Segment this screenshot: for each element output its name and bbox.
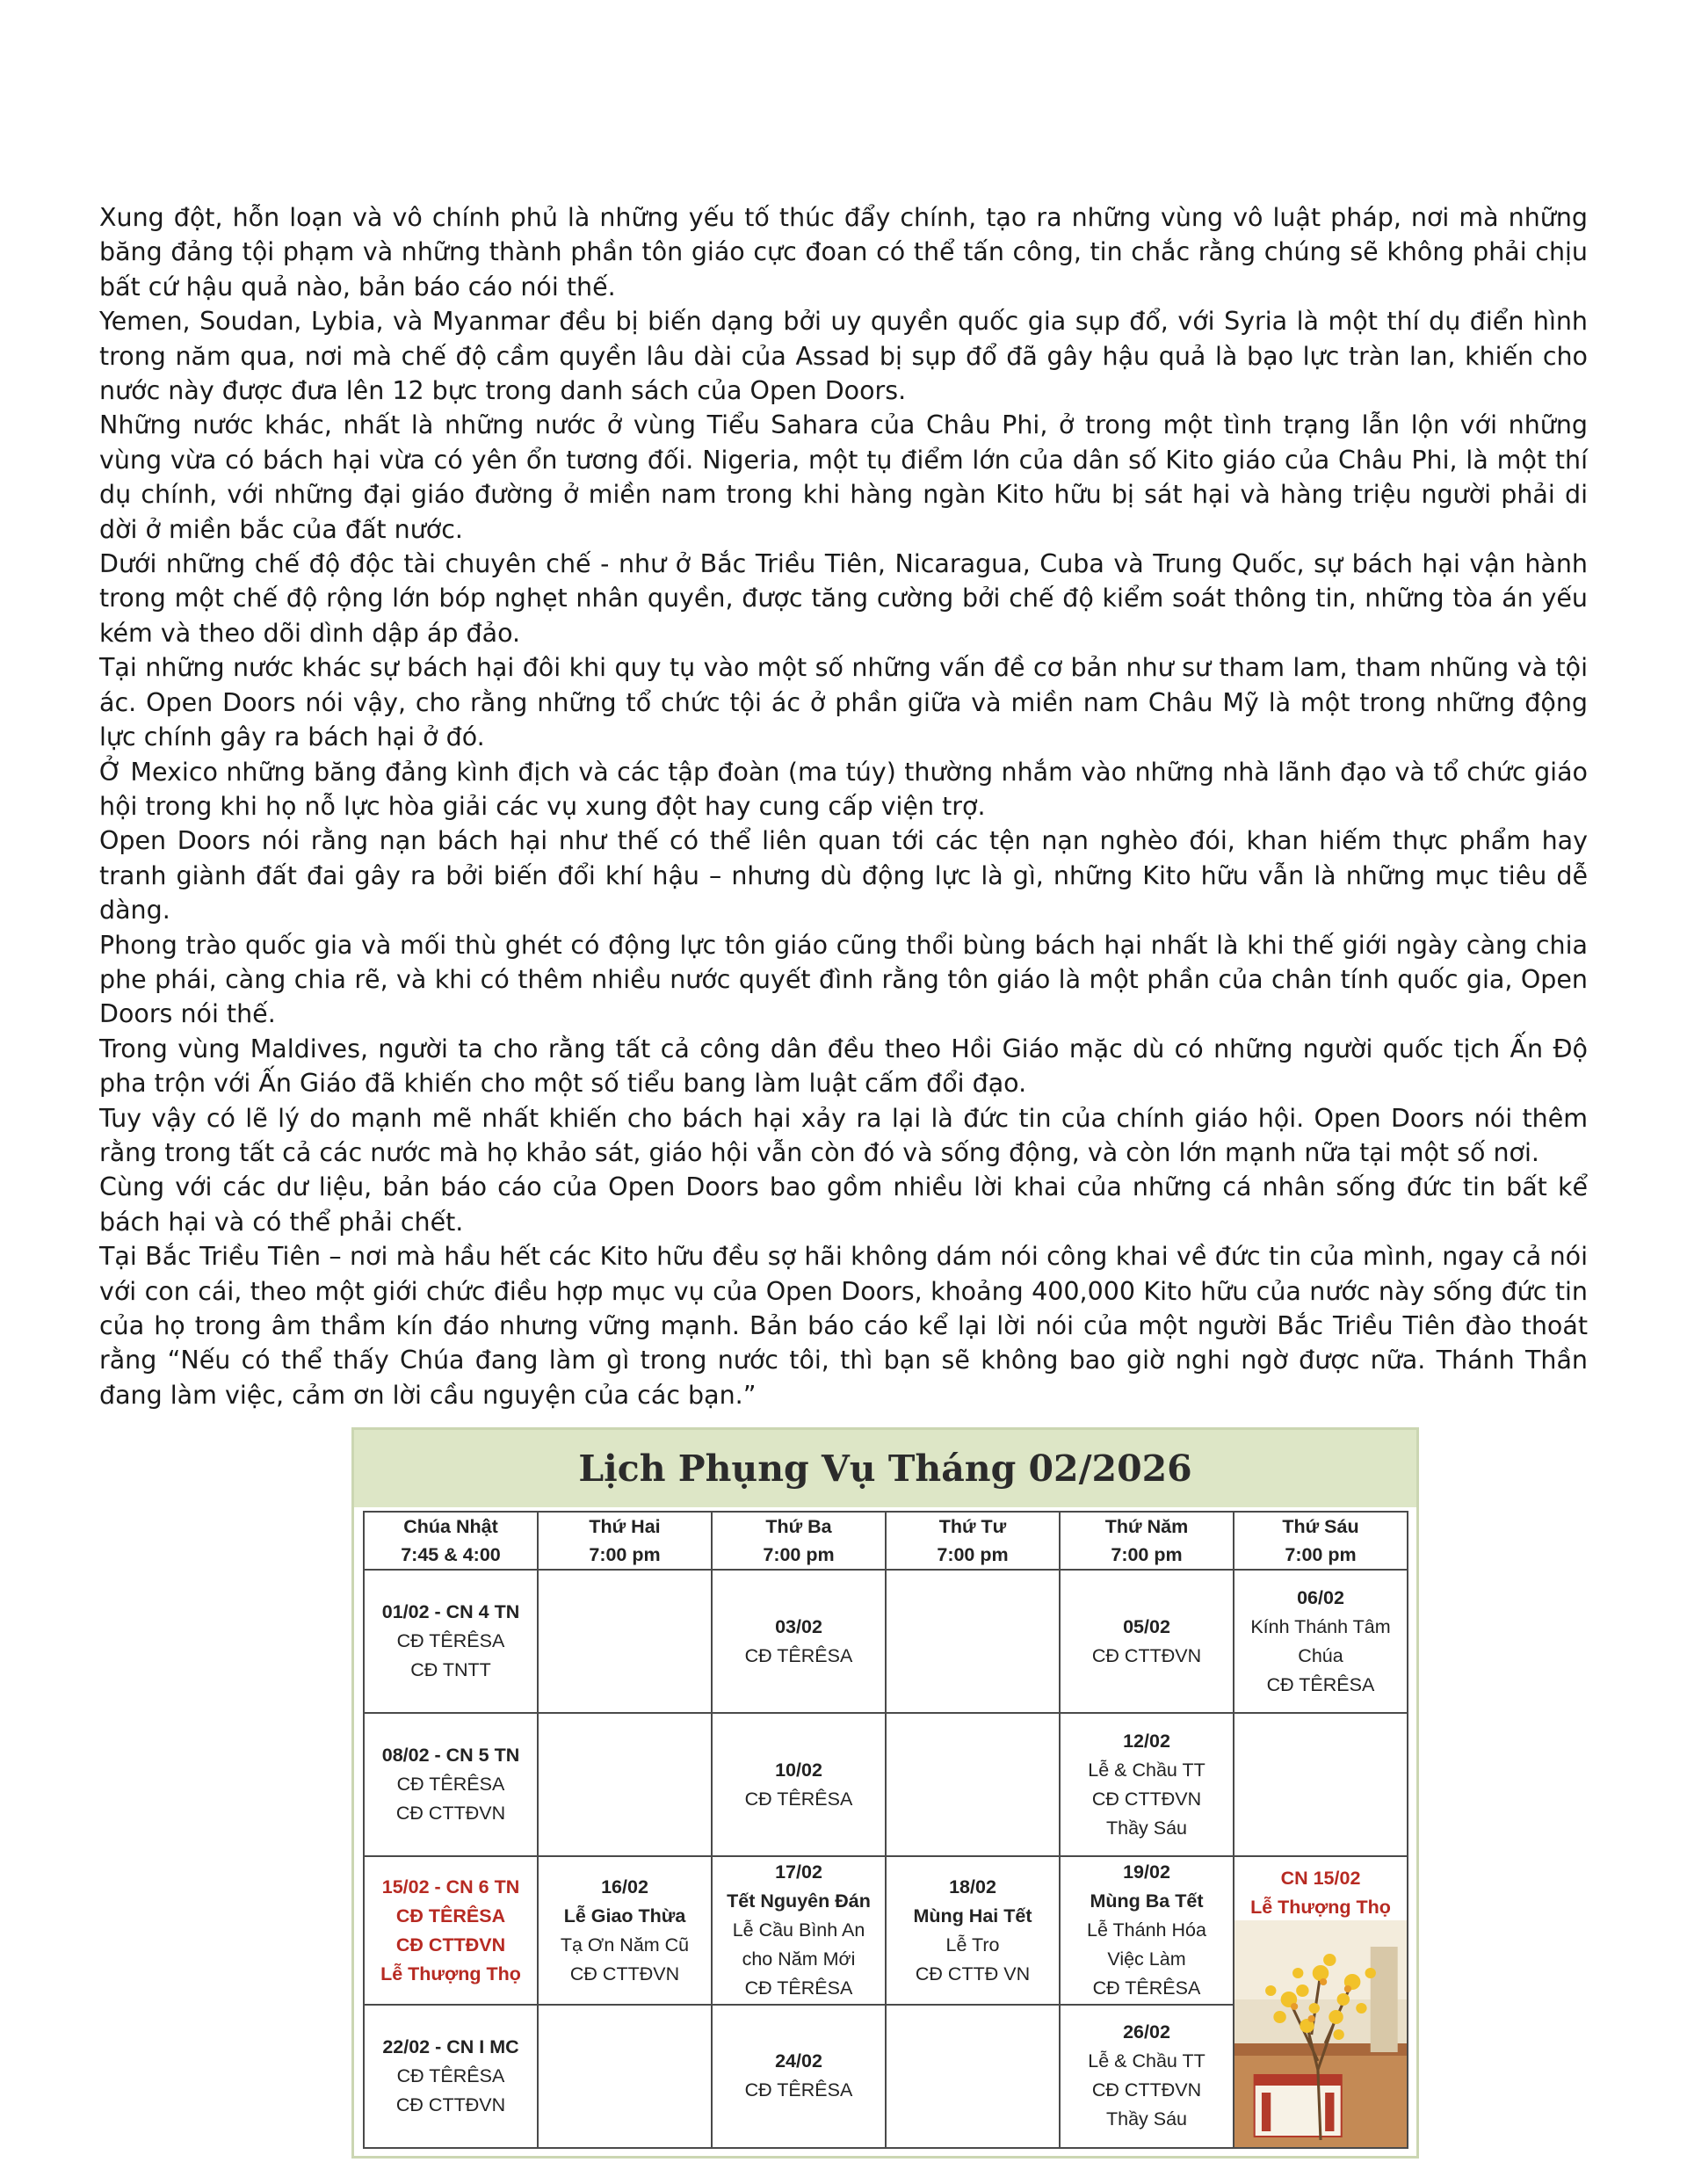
cell-line: Thầy Sáu (1105, 2108, 1188, 2130)
cell-date: 12/02 (1123, 1730, 1170, 1752)
cell-date: 16/02 (601, 1876, 648, 1897)
cell-line: Mùng Ba Tết (1090, 1890, 1204, 1912)
article-paragraph: Open Doors nói rằng nạn bách hại như thế có thể liên quan tới các tện nạn nghèo đói, khan hiếm thực phẩm hay tranh giành đất đai gây ra bởi biến đổi khí hậu – nhưng dù động lực là gì, những Kito hữu vẫn là những mục tiêu dễ dàng. (99, 826, 1588, 925)
cell-line: Việc Làm (1107, 1948, 1186, 1970)
cell-friday (1234, 1570, 1408, 1713)
cell-wednesday (886, 1856, 1060, 2004)
cell-line: CĐ TÊRÊSA (744, 1788, 853, 1810)
header-tuesday (712, 1512, 886, 1570)
cell-date: 17/02 (775, 1861, 822, 1883)
cell-line: CĐ TÊRÊSA (744, 1977, 853, 1999)
cell-thursday (1060, 1570, 1234, 1713)
cell-line: CĐ TÊRÊSA (744, 2079, 853, 2101)
cell-wednesday-empty (886, 1570, 1060, 1713)
cell-date: 19/02 (1123, 1861, 1170, 1883)
header-day: Chúa Nhật (403, 1516, 498, 1537)
article-paragraph: Tại những nước khác sự bách hại đôi khi quy tụ vào một số những vấn đề cơ bản như sư tham lam, tham nhũng và tội ác. Open Doors nói vậy, cho rằng những tổ chức tội ác ở phần giữa và miền nam Châu Mỹ là một trong những động lực chính gây ra bách hại ở đó. (99, 653, 1588, 752)
altar-blossom-illustration (1234, 1920, 1407, 2147)
schedule-week-row (364, 1570, 1408, 1713)
schedule-table (363, 1511, 1408, 2149)
cell-line: cho Năm Mới (742, 1948, 856, 1970)
cell-line: Lễ Thượng Thọ (1250, 1897, 1391, 1919)
cell-thursday (1060, 1856, 1234, 2004)
cell-sunday (364, 1713, 538, 1856)
header-day: Thứ Tư (938, 1516, 1007, 1537)
cell-tuesday (712, 2005, 886, 2148)
cell-monday-empty (538, 1713, 712, 1856)
article-paragraph: Xung đột, hỗn loạn và vô chính phủ là những yếu tố thúc đẩy chính, tạo ra những vùng vô luật pháp, nơi mà những băng đảng tội phạm và những thành phần tôn giáo cực đoan có thể tấn công, tin chắc rằng chúng sẽ không phải chịu bất cứ hậu quả nào, bản báo cáo nói thế. (99, 203, 1588, 301)
article-paragraph: Phong trào quốc gia và mối thù ghét có động lực tôn giáo cũng thổi bùng bách hại nhất là khi thế giới ngày càng chia phe phái, càng chia rẽ, và khi có thêm nhiều nước quyết đình rằng tôn giáo là một phần của chân tính quốc gia, Open Doors nói thế. (99, 930, 1588, 1029)
cell-line: CĐ CTTĐVN (569, 1963, 680, 1984)
cell-date: 03/02 (775, 1615, 822, 1637)
cell-line: CĐ TÊRÊSA (395, 1905, 506, 1926)
cell-line: Lễ & Chầu TT (1088, 2050, 1206, 2072)
cell-date: 15/02 - CN 6 TN (381, 1876, 520, 1897)
cell-line: Thầy Sáu (1105, 1817, 1188, 1839)
cell-line: Lễ Cầu Bình An (732, 1919, 865, 1941)
cell-date: 06/02 (1297, 1586, 1344, 1608)
cell-line: CĐ TÊRÊSA (744, 1644, 853, 1666)
cell-monday-empty (538, 2005, 712, 2148)
header-wednesday (886, 1512, 1060, 1570)
cell-line: CĐ TÊRÊSA (396, 1630, 505, 1652)
cell-date: 24/02 (775, 2050, 822, 2072)
cell-line: CĐ TÊRÊSA (1266, 1673, 1375, 1695)
cell-line: Lễ Tro (945, 1934, 1000, 1955)
cell-monday (538, 1856, 712, 2004)
cell-wednesday-empty (886, 1713, 1060, 1856)
article-paragraph: Trong vùng Maldives, người ta cho rằng tất cả công dân đều theo Hồi Giáo mặc dù có những người quốc tịch Ấn Độ pha trộn với Ấn Giáo đã khiến cho một số tiểu bang làm luật cấm đổi đạo. (99, 1034, 1588, 1099)
article-paragraph: Những nước khác, nhất là những nước ở vùng Tiểu Sahara của Châu Phi, ở trong một tình trạng lẫn lộn với những vùng vừa có bách hại vừa có yên ổn tương đối. Nigeria, một tụ điểm lớn của dân số Kito giáo của Châu Phi, là một thí dụ chính, với những đại giáo đường ở miền nam trong khi hàng ngàn Kito hữu bị sát hại và hàng triệu người phải di dời ở miền bắc của đất nước. (99, 410, 1588, 544)
cell-line: Kính Thánh Tâm (1250, 1615, 1391, 1637)
cell-monday-empty (538, 1570, 712, 1713)
article-paragraph: Cùng với các dư liệu, bản báo cáo của Open Doors bao gồm nhiều lời khai của những cá nhân sống đức tin bất kể bách hại và có thể phải chết. (99, 1172, 1588, 1237)
cell-date: 10/02 (775, 1759, 822, 1781)
cell-line: Lễ Thượng Thọ (380, 1963, 521, 1984)
cell-line: Tết Nguyên Đán (727, 1890, 871, 1912)
cell-date: 05/02 (1123, 1615, 1170, 1637)
header-sunday (364, 1512, 538, 1570)
cell-line: Lễ & Chầu TT (1088, 1759, 1206, 1781)
cell-date: 18/02 (949, 1876, 996, 1897)
cell-sunday-highlight (364, 1856, 538, 2004)
header-thursday (1060, 1512, 1234, 1570)
cell-line: Tạ Ơn Năm Cũ (560, 1934, 690, 1955)
cell-date: CN 15/02 (1280, 1868, 1361, 1890)
header-day: Thứ Sáu (1282, 1516, 1359, 1537)
cell-line: CĐ TÊRÊSA (396, 1774, 505, 1796)
cell-tuesday (712, 1713, 886, 1856)
cell-wednesday-empty (886, 2005, 1060, 2148)
header-monday (538, 1512, 712, 1570)
cell-line: CĐ CTTĐ VN (915, 1963, 1031, 1984)
cell-line: CĐ CTTĐVN (1091, 1644, 1202, 1666)
header-time: 7:45 & 4:00 (401, 1544, 501, 1565)
cell-date: 22/02 - CN I MC (382, 2035, 519, 2057)
cell-line: Mùng Hai Tết (913, 1905, 1032, 1926)
article-paragraph: Yemen, Soudan, Lybia, và Myanmar đều bị biến dạng bởi uy quyền quốc gia sụp đổ, với Syria là một thí dụ điển hình trong năm qua, nơi mà chế độ cầm quyền lâu dài của Assad bị sụp đổ đã gây hậu quả là bạo lực tràn lan, khiến cho nước này được đưa lên 12 bực trong danh sách của Open Doors. (99, 307, 1588, 406)
header-time: 7:00 pm (1285, 1544, 1357, 1565)
article-paragraph: Ở Mexico những băng đảng kình địch và các tập đoàn (ma túy) thường nhắm vào những nhà lãnh đạo và tổ chức giáo hội trong khi họ nỗ lực hòa giải các vụ xung đột hay cung cấp viện trợ. (99, 757, 1588, 821)
cell-thursday (1060, 1713, 1234, 1856)
schedule-title: Lịch Phụng Vụ Tháng 02/2026 (578, 1448, 1192, 1490)
cell-line: CĐ CTTĐVN (395, 1803, 506, 1825)
cell-line: CĐ TÊRÊSA (396, 2064, 505, 2086)
schedule-header-row (364, 1512, 1408, 1570)
header-time: 7:00 pm (937, 1544, 1009, 1565)
cell-date: 26/02 (1123, 2021, 1170, 2043)
header-day: Thứ Hai (589, 1516, 661, 1537)
header-friday (1234, 1512, 1408, 1570)
cell-friday-empty (1234, 1713, 1408, 1856)
cell-sunday (364, 1570, 538, 1713)
cell-tuesday (712, 1570, 886, 1713)
cell-line: CĐ CTTĐVN (395, 1934, 506, 1955)
cell-line: Lễ Thánh Hóa (1087, 1919, 1206, 1941)
liturgy-schedule (351, 1427, 1419, 2159)
header-time: 7:00 pm (763, 1544, 835, 1565)
article-paragraph: Tuy vậy có lẽ lý do mạnh mẽ nhất khiến cho bách hại xảy ra lại là đức tin của chính giáo hội. Open Doors nói thêm rằng trong tất cả các nước mà họ khảo sát, giáo hội vẫn còn đó và sống động, và còn lớn mạnh nữa tại một số nơi. (99, 1103, 1588, 1167)
cell-thursday (1060, 2005, 1234, 2148)
altar-blossom-photo (1234, 1920, 1407, 2147)
cell-friday-highlight (1234, 1856, 1408, 2148)
cell-line: Chúa (1298, 1644, 1343, 1666)
schedule-week-row (364, 1713, 1408, 1856)
article-body (99, 200, 1588, 1412)
header-day: Thứ Ba (765, 1516, 832, 1537)
cell-date: 08/02 - CN 5 TN (381, 1745, 520, 1767)
header-time: 7:00 pm (589, 1544, 661, 1565)
cell-tuesday (712, 1856, 886, 2004)
schedule-week-row (364, 1856, 1408, 2004)
cell-sunday (364, 2005, 538, 2148)
article-paragraph: Dưới những chế độ độc tài chuyên chế - như ở Bắc Triều Tiên, Nicaragua, Cuba và Trung Quốc, sự bách hại vận hành trong một chế độ rộng lớn bóp nghẹt nhân quyền, được tăng cường bởi chế độ kiểm soát thông tin, những tòa án yếu kém và theo dõi dình dập áp đảo. (99, 549, 1588, 648)
cell-line: CĐ TNTT (410, 1659, 491, 1681)
header-day: Thứ Năm (1104, 1516, 1189, 1537)
cell-date: 01/02 - CN 4 TN (381, 1601, 520, 1623)
cell-line: CĐ CTTĐVN (1091, 1788, 1202, 1810)
header-time: 7:00 pm (1111, 1544, 1183, 1565)
article-paragraph: Tại Bắc Triều Tiên – nơi mà hầu hết các Kito hữu đều sợ hãi không dám nói công khai về đức tin của mình, ngay cả nói với con cái, theo một giới chức điều hợp mục vụ của Open Doors, khoảng 400,000 Kito hữu của nước này sống đức tin của họ trong âm thầm kín đáo nhưng vững mạnh. Bản báo cáo kể lại lời nói của một người Bắc Triều Tiên đào thoát rằng “Nếu có thể thấy Chúa đang làm gì trong nước tôi, thì bạn sẽ không bao giờ nghi ngờ được nữa. Thánh Thần đang làm việc, cảm ơn lời cầu nguyện của các bạn.” (99, 1242, 1588, 1410)
cell-line: CĐ TÊRÊSA (1092, 1977, 1201, 1999)
cell-line: CĐ CTTĐVN (1091, 2079, 1202, 2101)
cell-line: CĐ CTTĐVN (395, 2093, 506, 2115)
cell-line: Lễ Giao Thừa (563, 1905, 686, 1926)
